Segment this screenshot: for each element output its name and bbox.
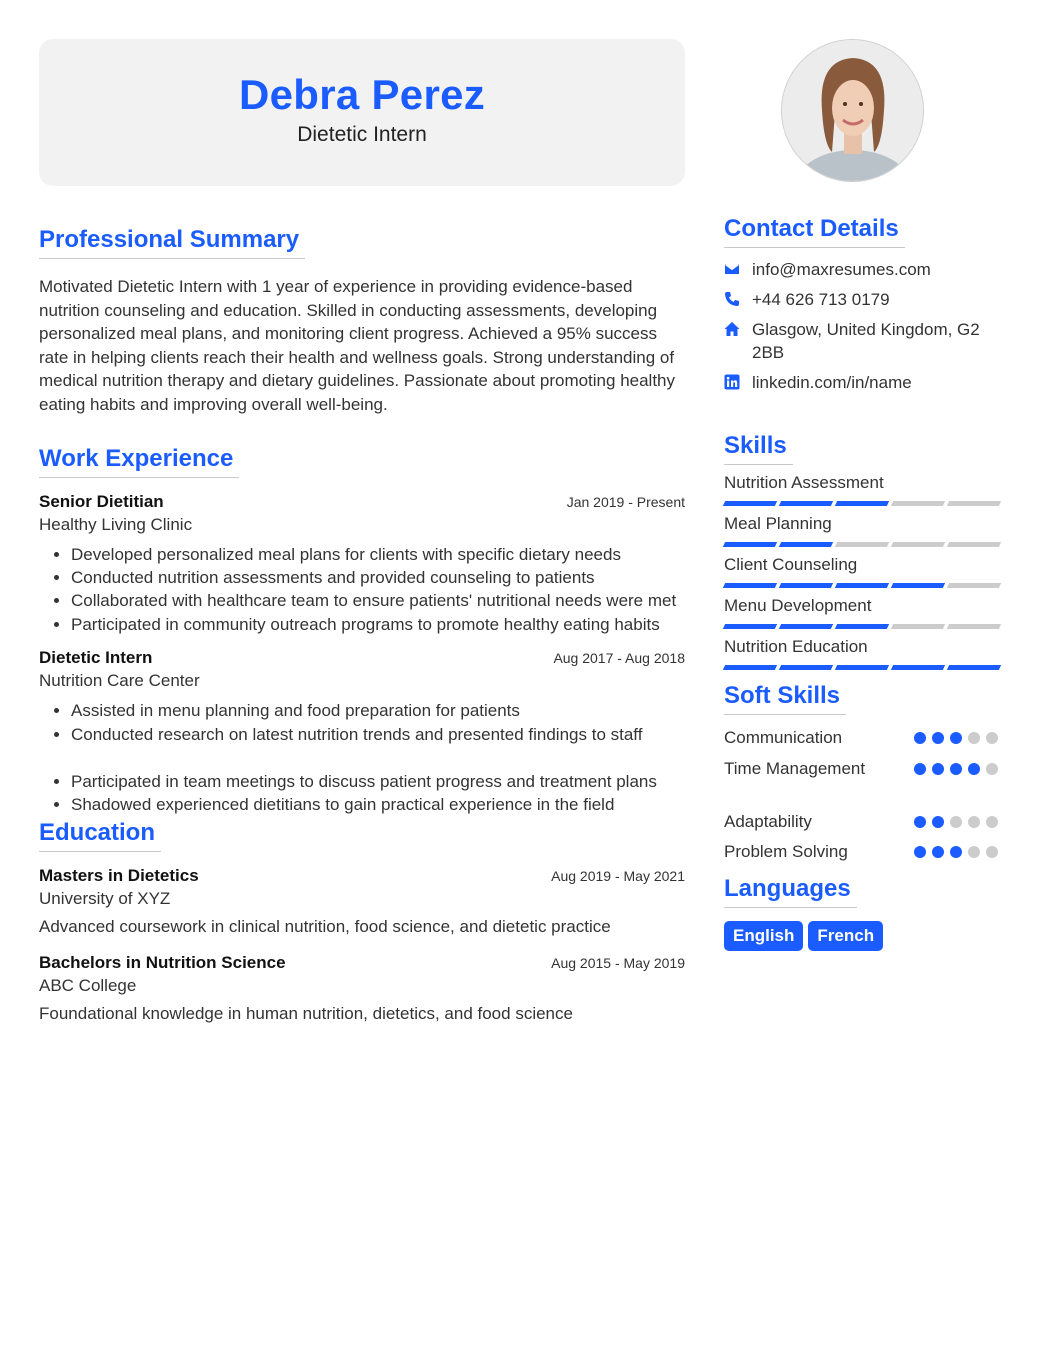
rating-dot — [950, 732, 962, 744]
education-date: Aug 2015 - May 2019 — [551, 954, 685, 971]
soft-skill-rating — [914, 758, 1002, 811]
skill-level-segment — [779, 542, 833, 547]
soft-skills-heading: Soft Skills — [724, 682, 846, 715]
soft-skill-item — [724, 727, 1002, 758]
soft-skills-section — [724, 682, 1002, 871]
rating-dot — [950, 846, 962, 858]
skill-level-segment — [723, 665, 777, 670]
job-role: Senior Dietitian — [39, 491, 164, 511]
job-entry — [39, 492, 685, 637]
skill-level-segment — [891, 665, 945, 670]
skill-item — [724, 637, 1002, 670]
education-description: Foundational knowledge in human nutrition, dietetics, and food science — [39, 1003, 573, 1023]
skill-name: Nutrition Assessment — [724, 473, 884, 492]
job-organization: Nutrition Care Center — [39, 671, 200, 691]
education-school: ABC College — [39, 975, 137, 995]
rating-dot — [986, 763, 998, 775]
rating-dot — [968, 763, 980, 775]
job-entry — [39, 648, 685, 817]
rating-dot — [914, 732, 926, 744]
soft-skill-rating — [914, 727, 1002, 758]
skill-level-segment — [891, 624, 945, 629]
contact-phone — [724, 288, 1002, 311]
contact-address — [724, 318, 1002, 364]
soft-skill-name: Time Management — [724, 759, 866, 778]
education-section — [39, 819, 685, 1024]
contact-email-text: info@maxresumes.com — [752, 260, 931, 279]
contact-heading: Contact Details — [724, 215, 905, 248]
skill-level-segment — [835, 542, 889, 547]
contact-linkedin-text[interactable]: linkedin.com/in/name — [752, 373, 912, 392]
contact-section — [724, 215, 1002, 394]
skill-level-bar — [724, 542, 1000, 547]
education-entry — [39, 866, 685, 937]
skill-level-segment — [779, 624, 833, 629]
job-bullet: • Conducted research on latest nutrition trends and presented findings to staff — [71, 723, 685, 770]
skill-level-segment — [779, 501, 833, 506]
rating-dot — [968, 732, 980, 744]
summary-heading: Professional Summary — [39, 226, 305, 259]
language-badge: English — [724, 921, 803, 951]
education-heading: Education — [39, 819, 161, 852]
skill-level-segment — [723, 624, 777, 629]
summary-text: Motivated Dietetic Intern with 1 year of experience in providing evidence-based nutrition counseling and education. Skilled in conducting assessments, developing personalized meal plans, and monitoring client progress. Achieved a 95% success rate in helping clients reach their health and wellness goals. Strong understanding of medical nutrition therapy and dietary guidelines. Passionate about promoting healthy eating habits and improving overall well-being. — [39, 277, 676, 414]
soft-skill-item — [724, 811, 1002, 841]
skill-item — [724, 473, 1002, 506]
job-date: Aug 2017 - Aug 2018 — [553, 650, 685, 667]
skill-level-segment — [835, 665, 889, 670]
skill-level-segment — [947, 624, 1001, 629]
job-bullet: • Developed personalized meal plans for clients with specific dietary needs — [71, 543, 685, 566]
job-bullets — [39, 699, 685, 817]
skill-level-segment — [947, 583, 1001, 588]
education-school: University of XYZ — [39, 888, 171, 908]
rating-dot — [986, 816, 998, 828]
language-badge: French — [808, 921, 883, 951]
soft-skill-item — [724, 758, 1002, 811]
skill-level-bar — [724, 501, 1000, 506]
education-entry — [39, 953, 685, 1024]
skill-name: Meal Planning — [724, 514, 832, 533]
contact-address-text: Glasgow, United Kingdom, G2 2BB — [752, 320, 980, 362]
skill-level-segment — [723, 501, 777, 506]
soft-skill-item — [724, 841, 1002, 871]
skill-name: Menu Development — [724, 596, 872, 615]
skill-level-segment — [723, 583, 777, 588]
skill-level-segment — [779, 665, 833, 670]
rating-dot — [914, 846, 926, 858]
contact-phone-text: +44 626 713 0179 — [752, 290, 890, 309]
job-role: Dietetic Intern — [39, 648, 153, 668]
languages-section — [724, 875, 1002, 951]
envelope-icon — [724, 258, 752, 277]
rating-dot — [968, 816, 980, 828]
rating-dot — [932, 763, 944, 775]
rating-dot — [986, 846, 998, 858]
skill-level-segment — [947, 665, 1001, 670]
job-bullet: • Conducted nutrition assessments and provided counseling to patients — [71, 566, 685, 589]
skill-level-segment — [779, 583, 833, 588]
rating-dot — [968, 846, 980, 858]
skill-name: Nutrition Education — [724, 637, 868, 656]
skill-name: Client Counseling — [724, 555, 858, 574]
skill-level-bar — [724, 624, 1000, 629]
rating-dot — [986, 732, 998, 744]
phone-icon — [724, 288, 752, 307]
job-date: Jan 2019 - Present — [566, 493, 685, 510]
job-bullet: • Participated in team meetings to discuss patient progress and treatment plans — [71, 770, 685, 793]
skill-level-segment — [947, 501, 1001, 506]
job-bullets — [39, 543, 685, 637]
rating-dot — [950, 816, 962, 828]
sidebar-column — [724, 39, 1002, 951]
education-degree: Bachelors in Nutrition Science — [39, 952, 286, 972]
candidate-name: Debra Perez — [238, 71, 486, 118]
rating-dot — [932, 816, 944, 828]
linkedin-icon — [724, 371, 752, 390]
resume-header — [39, 39, 685, 186]
skill-level-segment — [835, 583, 889, 588]
home-icon — [724, 318, 752, 337]
experience-heading: Work Experience — [39, 445, 239, 478]
skill-level-segment — [891, 501, 945, 506]
skill-level-segment — [891, 583, 945, 588]
skill-item — [724, 596, 1002, 629]
job-bullet: • Assisted in menu planning and food preparation for patients — [71, 699, 685, 722]
rating-dot — [932, 732, 944, 744]
contact-linkedin[interactable] — [724, 371, 1002, 394]
skill-level-segment — [723, 542, 777, 547]
skill-level-segment — [891, 542, 945, 547]
experience-section — [39, 445, 685, 817]
skill-item — [724, 514, 1002, 547]
education-description: Advanced coursework in clinical nutrition, food science, and dietetic practice — [39, 916, 611, 936]
candidate-title: Dietetic Intern — [297, 123, 427, 146]
soft-skill-name: Communication — [724, 728, 843, 747]
soft-skill-rating — [914, 811, 1002, 841]
job-bullet: • Shadowed experienced dietitians to gain practical experience in the field — [71, 793, 685, 816]
skill-level-segment — [947, 542, 1001, 547]
skill-item — [724, 555, 1002, 588]
job-organization: Healthy Living Clinic — [39, 514, 193, 534]
contact-email — [724, 258, 1002, 281]
rating-dot — [950, 763, 962, 775]
job-bullet: • Collaborated with healthcare team to ensure patients' nutritional needs were met — [71, 589, 685, 612]
skills-section — [724, 432, 1002, 670]
job-bullet: • Participated in community outreach programs to promote healthy eating habits — [71, 613, 685, 636]
skill-level-segment — [835, 624, 889, 629]
main-column — [39, 39, 685, 1024]
skills-heading: Skills — [724, 432, 793, 465]
soft-skill-name: Problem Solving — [724, 842, 848, 861]
skill-level-segment — [835, 501, 889, 506]
rating-dot — [914, 816, 926, 828]
education-degree: Masters in Dietetics — [39, 865, 199, 885]
languages-heading: Languages — [724, 875, 857, 908]
rating-dot — [932, 846, 944, 858]
education-date: Aug 2019 - May 2021 — [551, 867, 685, 884]
soft-skill-rating — [914, 841, 1002, 871]
summary-section — [39, 226, 685, 417]
rating-dot — [914, 763, 926, 775]
soft-skill-name: Adaptability — [724, 812, 812, 831]
skill-level-bar — [724, 665, 1000, 670]
skill-level-bar — [724, 583, 1000, 588]
